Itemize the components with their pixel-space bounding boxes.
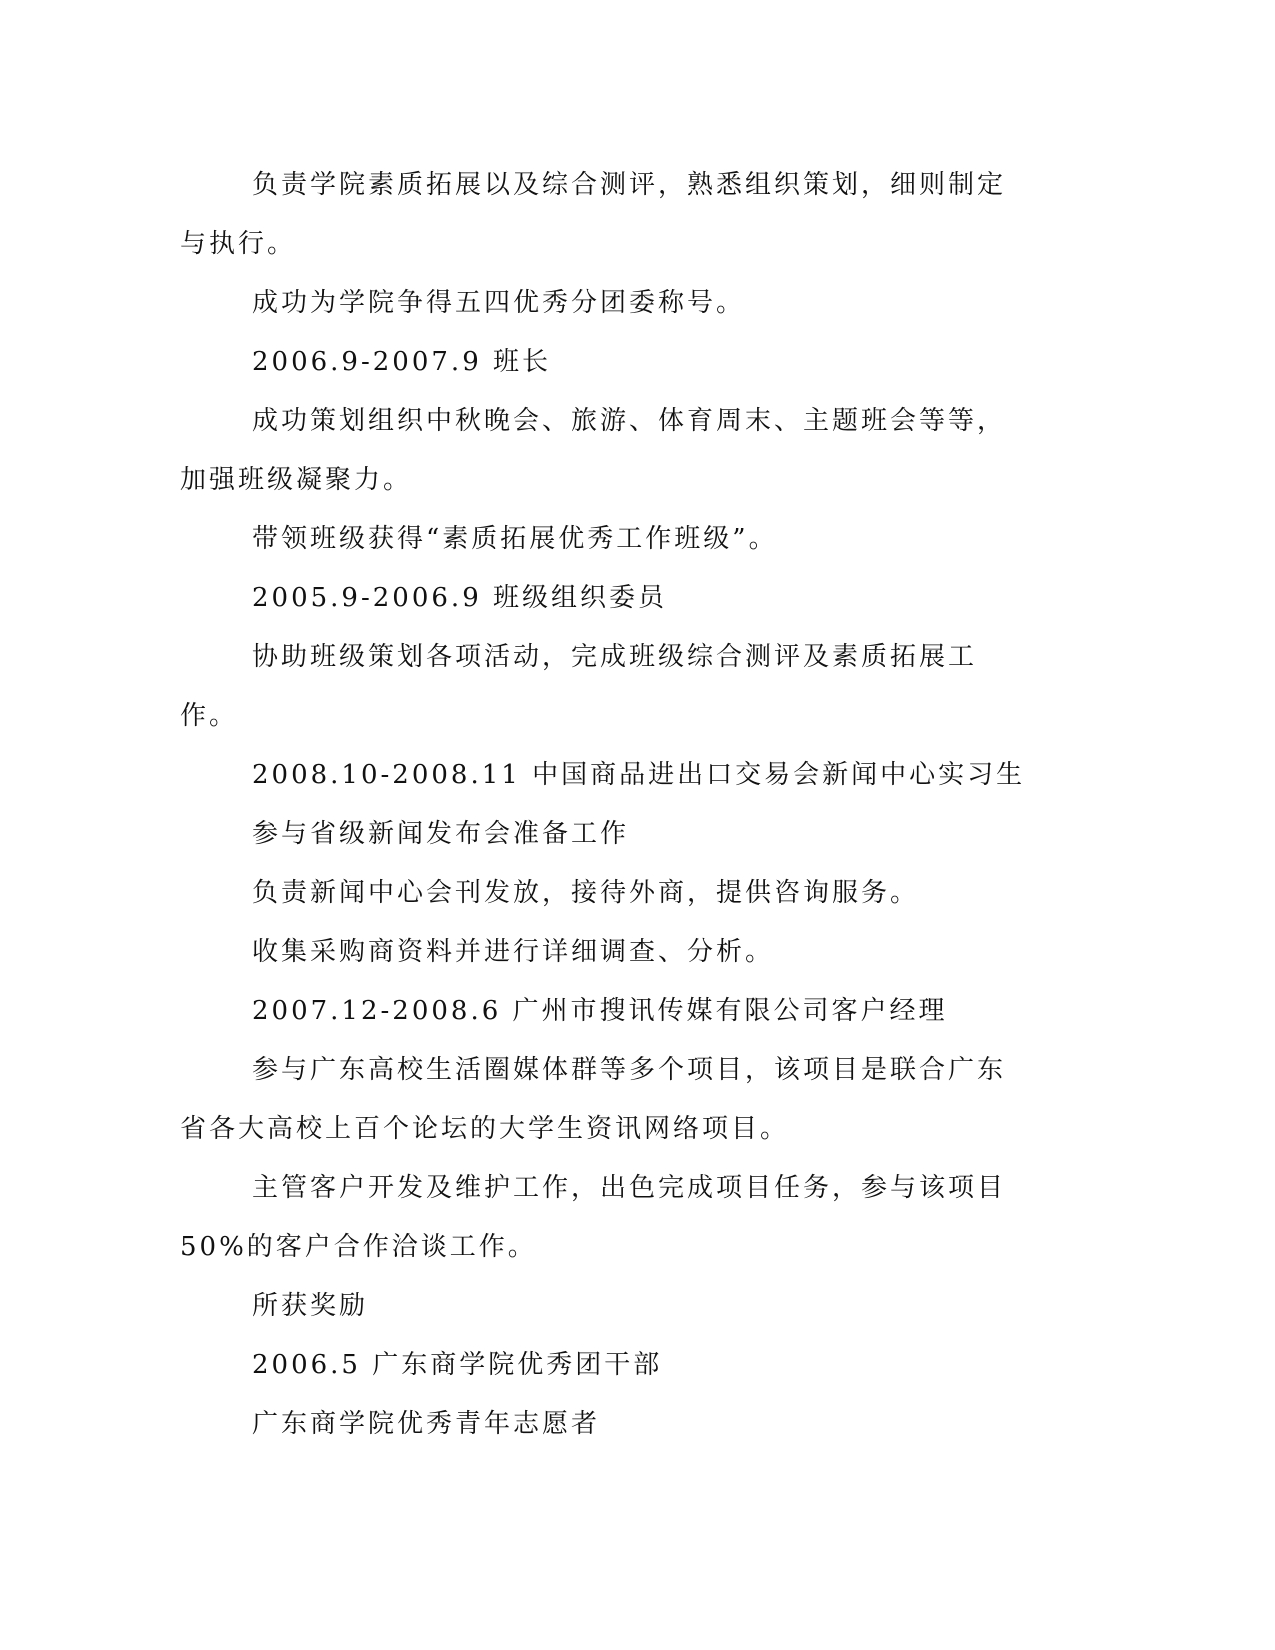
paragraph-award-league-cadre: 2006.5 广东商学院优秀团干部 <box>252 1350 663 1380</box>
paragraph-award-youth-league: 成功为学院争得五四优秀分团委称号。 <box>252 288 746 318</box>
paragraph-news-center-duties: 负责新闻中心会刊发放，接待外商，提供咨询服务。 <box>252 878 920 908</box>
paragraph-class-monitor-period: 2006.9-2007.9 班长 <box>252 347 551 377</box>
document-body <box>180 156 1030 1454</box>
paragraph-press-conference-prep: 参与省级新闻发布会准备工作 <box>252 819 630 849</box>
section-heading-awards: 所获奖励 <box>252 1291 369 1321</box>
paragraph-duty-quality-expansion: 负责学院素质拓展以及综合测评，熟悉组织策划，细则制定与执行。 <box>180 170 1007 259</box>
paragraph-assist-class-activities: 协助班级策划各项活动，完成班级综合测评及素质拓展工作。 <box>180 642 978 731</box>
paragraph-class-activities: 成功策划组织中秋晚会、旅游、体育周末、主题班会等等，加强班级凝聚力。 <box>180 406 1007 495</box>
paragraph-organization-committee-period: 2005.9-2006.9 班级组织委员 <box>252 583 667 613</box>
paragraph-class-award: 带领班级获得“素质拓展优秀工作班级”。 <box>252 524 778 554</box>
paragraph-campus-media-project: 参与广东高校生活圈媒体群等多个项目，该项目是联合广东省各大高校上百个论坛的大学生资讯网络项目。 <box>180 1055 1007 1144</box>
paragraph-canton-fair-internship: 2008.10-2008.11 中国商品进出口交易会新闻中心实习生 <box>252 760 1026 790</box>
paragraph-buyer-research: 收集采购商资料并进行详细调查、分析。 <box>252 937 775 967</box>
paragraph-souxun-media-role: 2007.12-2008.6 广州市搜讯传媒有限公司客户经理 <box>252 996 948 1026</box>
paragraph-award-volunteer: 广东商学院优秀青年志愿者 <box>252 1409 601 1439</box>
paragraph-client-development: 主管客户开发及维护工作，出色完成项目任务，参与该项目 50%的客户合作洽谈工作。 <box>180 1173 1007 1262</box>
